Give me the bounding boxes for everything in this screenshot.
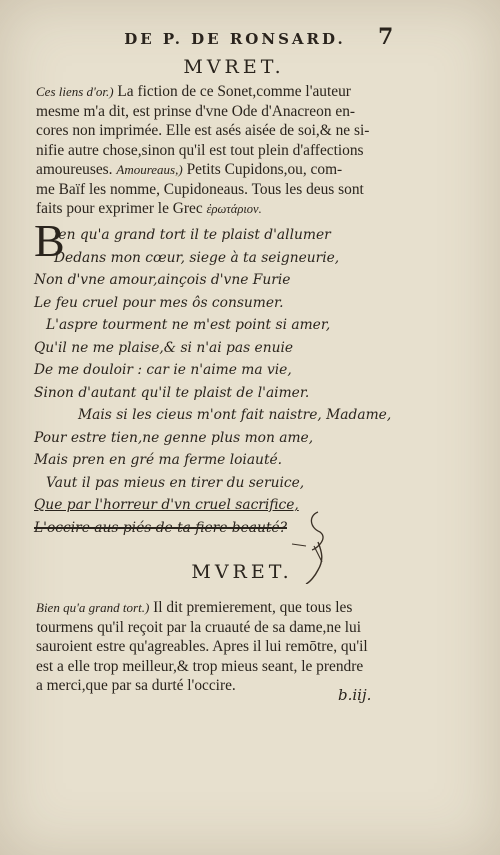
verse-line: Mais pren en gré ma ferme loiauté.: [34, 452, 283, 468]
lemma: Ces liens d'or.): [36, 84, 114, 99]
verse-line-struck: L'occire aus piés de ta fiere beauté?: [34, 519, 287, 536]
commentary-line: tourmens qu'il reçoit par la cruauté de sa dame,ne lui: [36, 618, 361, 636]
commentary-line: me Baïf les nomme, Cupidoneaus. Tous les deus sont: [36, 180, 364, 198]
verse-line: De me douloir : car ie n'aime ma vie,: [34, 362, 292, 378]
commentary-line: sauroient estre qu'agreables. Apres il lui remōtre, qu'il: [36, 638, 368, 655]
greek-word: ἐρωτάριον.: [206, 202, 262, 216]
commentary-bottom: [36, 598, 376, 696]
commentary-line: [36, 160, 376, 180]
commentary-line: [36, 598, 376, 618]
verse-line: Le feu cruel pour mes ôs consumer.: [34, 294, 284, 311]
commentary-line: a merci,que par sa durté l'occire.: [36, 677, 236, 694]
verse-line: Non d'vne amour,ainçois d'vne Furie: [34, 272, 291, 288]
verse-line: Que par l'horreur d'vn cruel sacrifice,: [34, 497, 299, 513]
verse-line: Qu'il ne me plaise,& si n'ai pas enuie: [34, 339, 294, 356]
running-head: DE P. DE RONSARD.: [124, 30, 346, 48]
commentary-line: [36, 82, 376, 102]
commentary-text: Il dit premierement, que tous les: [153, 599, 353, 616]
page-number: 7: [378, 24, 394, 50]
commentary-text: faits pour exprimer le Grec: [36, 200, 203, 217]
verse-line: ien qu'a grand tort il te plaist d'allumer: [54, 227, 331, 243]
commentary-line: cores non imprimée. Elle est asés aisée de soi,& ne si-: [36, 122, 370, 139]
verse-line: Vaut il pas mieus en tirer du seruice,: [46, 474, 305, 491]
signature-mark: b.iij.: [338, 686, 372, 704]
verse-line: Pour estre tien,ne genne plus mon ame,: [34, 429, 314, 446]
commentary-heading-top: MVRET.: [183, 56, 285, 78]
drop-capital: B: [34, 215, 65, 266]
commentary-line: mesme m'a dit, est prinse d'vne Ode d'Anacreon en-: [36, 102, 356, 120]
lemma: Bien qu'a grand tort.): [36, 600, 150, 615]
commentary-line: est a elle trop meilleur,& trop mieus seant, le prendre: [36, 657, 364, 675]
verse-line: Sinon d'autant qu'il te plaist de l'aimer.: [34, 384, 310, 401]
commentary-line: [36, 199, 376, 220]
lemma: Amoureaus,): [116, 162, 183, 177]
commentary-text: Petits Cupidons,ou, com-: [186, 161, 343, 178]
commentary-line: nifie autre chose,sinon qu'il est tout plein d'affections: [36, 141, 364, 159]
verse-line: Mais si les cieus m'ont fait naistre, Madame,: [78, 407, 392, 423]
sonnet: [34, 215, 392, 539]
verse-line: Dedans mon cœur, siege à ta seigneurie,: [54, 249, 340, 266]
commentary-top: [36, 82, 376, 220]
verse-line: L'aspre tourment ne m'est point si amer,: [46, 317, 331, 333]
commentary-text: amoureuses.: [36, 161, 113, 178]
commentary-heading-bottom: MVRET.: [191, 561, 293, 583]
commentary-text: La fiction de ce Sonet,comme l'auteur: [117, 83, 351, 100]
